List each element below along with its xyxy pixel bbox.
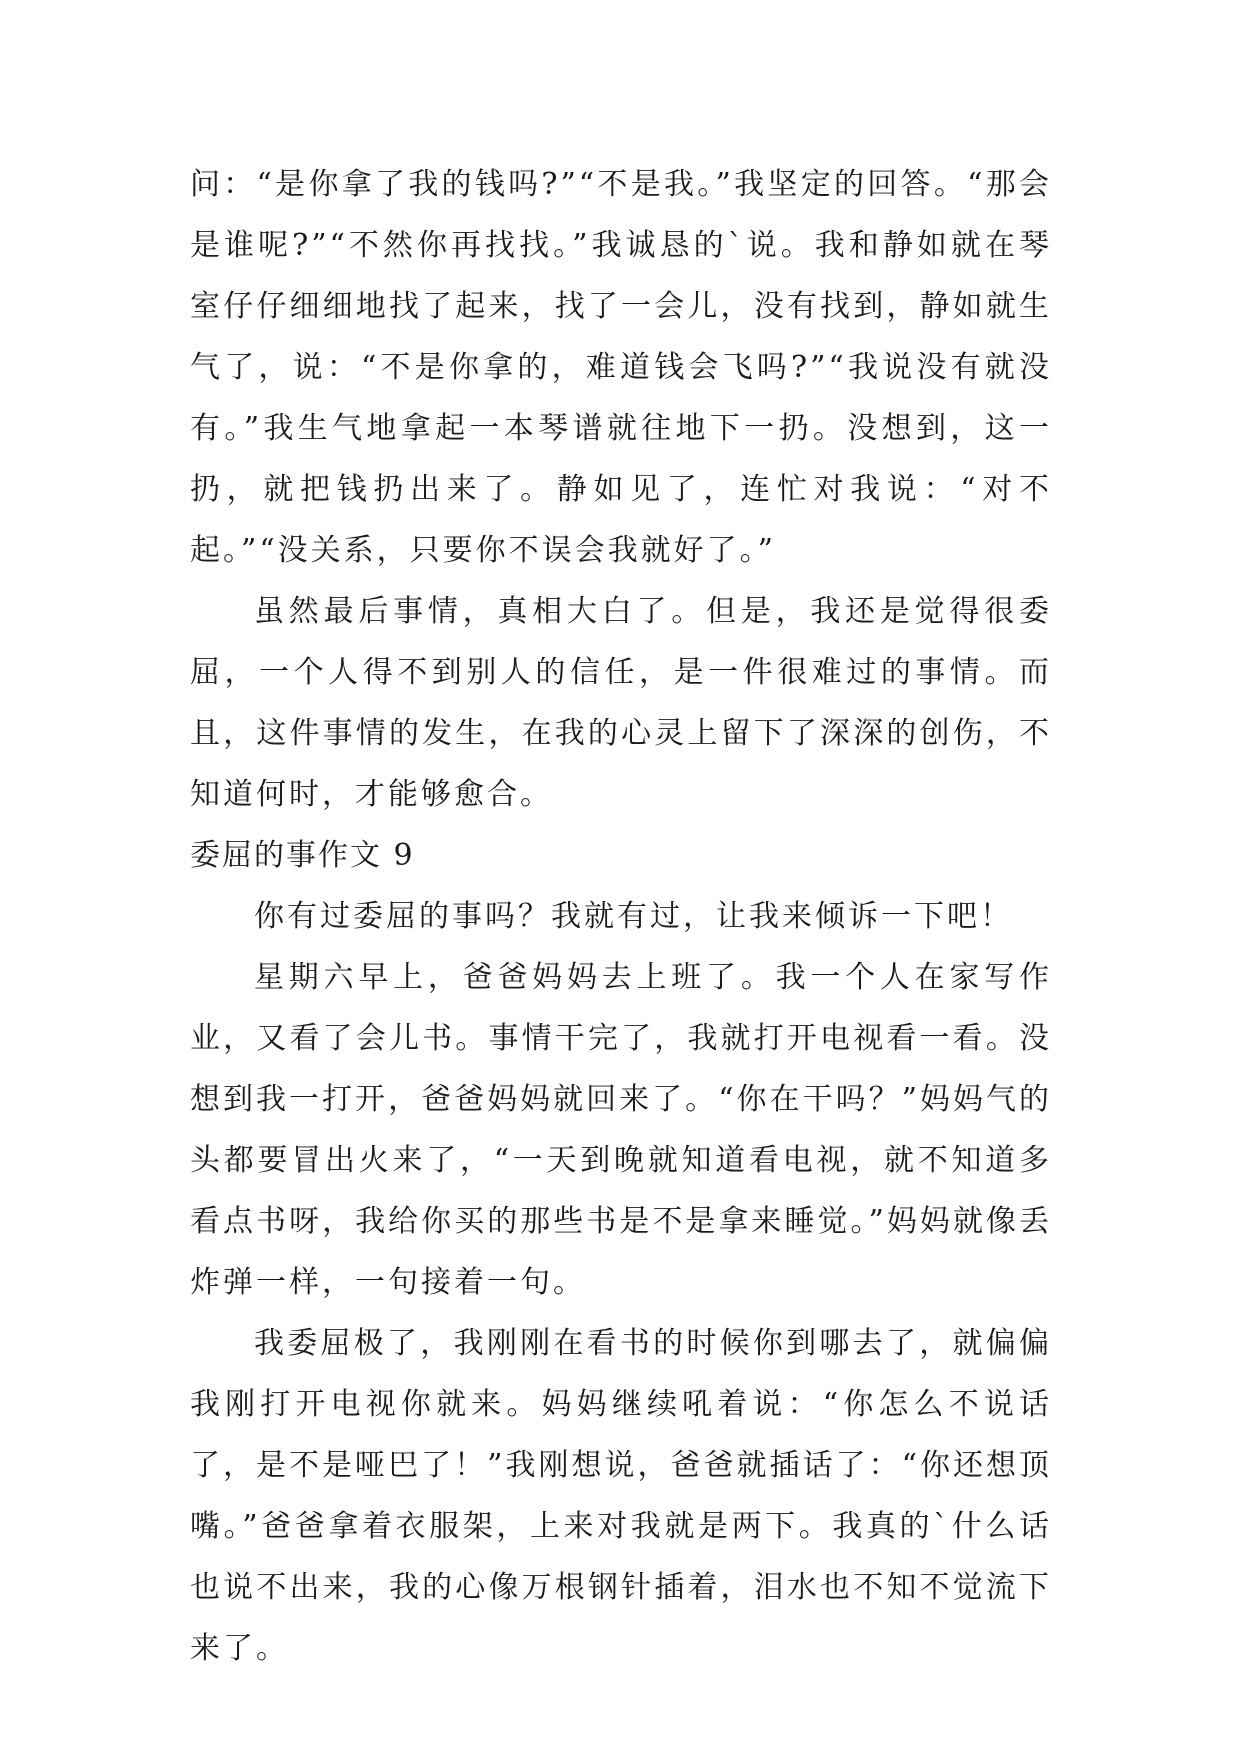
- paragraph-2: 虽然最后事情，真相大白了。但是，我还是觉得很委屈，一个人得不到别人的信任，是一件很难过的事情。而且，这件事情的发生，在我的心灵上留下了深深的创伤，不知道何时，才能够愈合。: [190, 594, 1052, 812]
- essay-heading: 委屈的事作文 9: [190, 838, 415, 873]
- essay-body: [190, 154, 1052, 1679]
- paragraph-5: 我委屈极了，我刚刚在看书的时候你到哪去了，就偏偏我刚打开电视你就来。妈妈继续吼着说：“你怎么不说话了，是不是哑巴了！”我刚想说，爸爸就插话了：“你还想顶嘴。”爸爸拿着衣服架，上来对我就是两下。我真的`什么话也说不出来，我的心像万根钢针插着，泪水也不知不觉流下来了。: [190, 1326, 1052, 1666]
- paragraph-4: 星期六早上，爸爸妈妈去上班了。我一个人在家写作业，又看了会儿书。事情干完了，我就打开电视看一看。没想到我一打开，爸爸妈妈就回来了。“你在干吗？”妈妈气的头都要冒出火来了，“一天到晚就知道看电视，就不知道多看点书呀，我给你买的那些书是不是拿来睡觉。”妈妈就像丢炸弹一样，一句接着一句。: [190, 960, 1052, 1300]
- paragraph-1: 问：“是你拿了我的钱吗?”“不是我。”我坚定的回答。“那会是谁呢?”“不然你再找找。”我诚恳的`说。我和静如就在琴室仔仔细细地找了起来，找了一会儿，没有找到，静如就生气了，说：“不是你拿的，难道钱会飞吗?”“我说没有就没有。”我生气地拿起一本琴谱就往地下一扔。没想到，这一扔，就把钱扔出来了。静如见了，连忙对我说：“对不起。”“没关系，只要你不误会我就好了。”: [190, 167, 1052, 568]
- paragraph-3: 你有过委屈的事吗？我就有过，让我来倾诉一下吧！: [254, 899, 1013, 934]
